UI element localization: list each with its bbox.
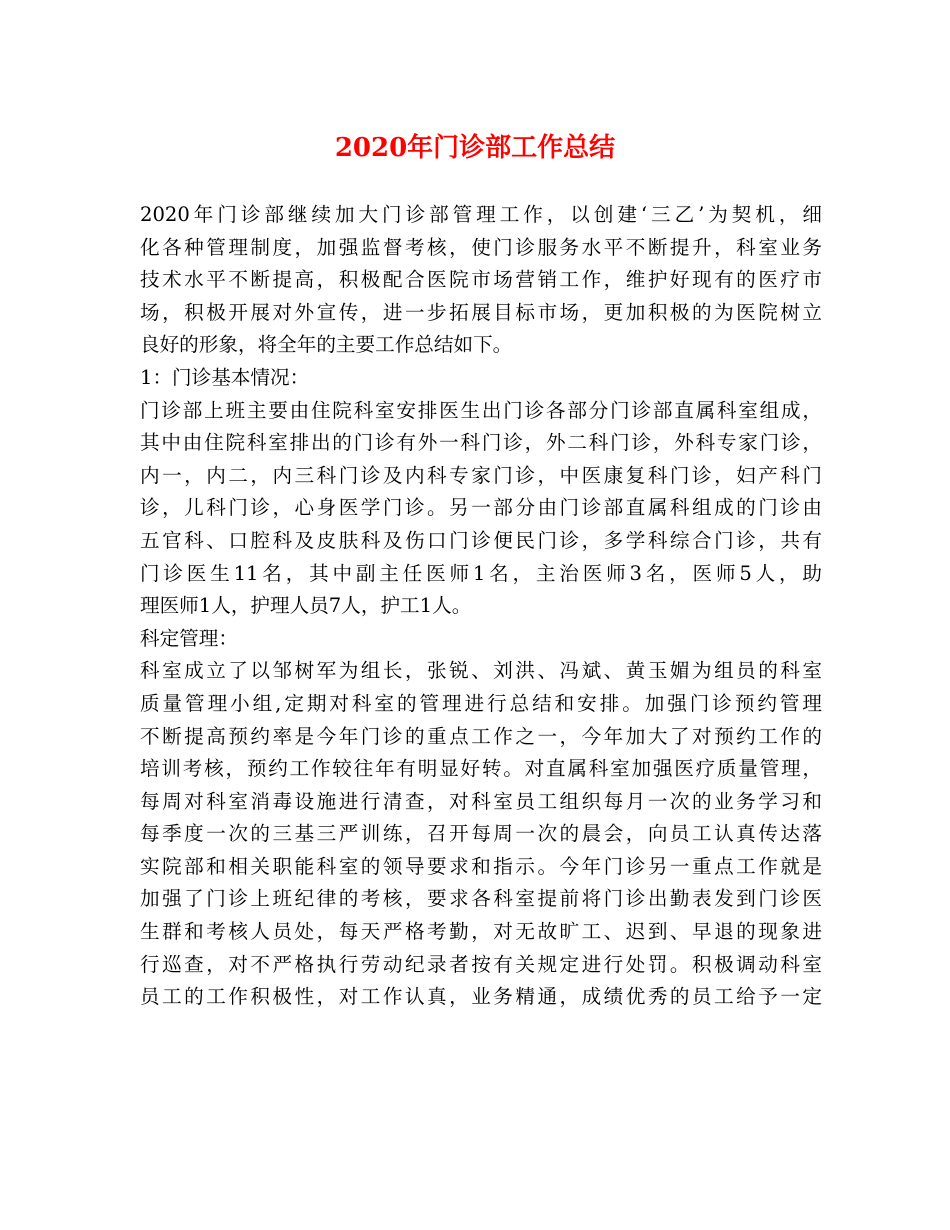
text-line: 场，积极开展对外宣传，进一步拓展目标市场，更加积极的为医院树立 <box>140 300 822 324</box>
text-line: 加强了门诊上班纪律的考核，要求各科室提前将门诊出勤表发到门诊医 <box>140 887 822 911</box>
text-line: 员工的工作积极性，对工作认真，业务精通，成绩优秀的员工给予一定 <box>140 985 822 1009</box>
document-title: 2020年门诊部工作总结 <box>334 133 616 163</box>
text-line: 科室成立了以邹树军为组长，张锐、刘洪、冯斌、黄玉媚为组员的科室 <box>140 659 822 683</box>
text-line: 每周对科室消毒设施进行清查，对科室员工组织每月一次的业务学习和 <box>140 789 822 813</box>
text-line: 其中由住院科室排出的门诊有外一科门诊，外二科门诊，外科专家门诊， <box>140 431 822 455</box>
document-body <box>140 199 822 1014</box>
text-line: 化各种管理制度，加强监督考核，使门诊服务水平不断提升，科室业务 <box>140 235 822 259</box>
section-heading: 1：门诊基本情况： <box>140 365 310 389</box>
text-line: 生群和考核人员处，每天严格考勤，对无故旷工、迟到、早退的现象进 <box>140 920 822 944</box>
text-line: 五官科、口腔科及皮肤科及伤口门诊便民门诊，多学科综合门诊，共有 <box>140 528 822 552</box>
text-line: 不断提高预约率是今年门诊的重点工作之一，今年加大了对预约工作的 <box>140 724 822 748</box>
text-line: 培训考核，预约工作较往年有明显好转。对直属科室加强医疗质量管理， <box>140 757 822 781</box>
text-line: 技术水平不断提高，积极配合医院市场营销工作，维护好现有的医疗市 <box>140 268 822 292</box>
text-line: 门诊部上班主要由住院科室安排医生出门诊各部分门诊部直属科室组成， <box>140 398 822 422</box>
text-line: 内一，内二，内三科门诊及内科专家门诊，中医康复科门诊，妇产科门 <box>140 463 822 487</box>
text-line: 良好的形象，将全年的主要工作总结如下。 <box>140 333 513 357</box>
section-heading: 科定管理： <box>140 626 238 650</box>
text-line: 门诊医生11名，其中副主任医师1名，主治医师3名，医师5人，助 <box>140 561 822 585</box>
text-line: 行巡查，对不严格执行劳动纪录者按有关规定进行处罚。积极调动科室 <box>140 952 822 976</box>
text-line: 诊，儿科门诊，心身医学门诊。另一部分由门诊部直属科组成的门诊由 <box>140 496 822 520</box>
text-line: 实院部和相关职能科室的领导要求和指示。今年门诊另一重点工作就是 <box>140 854 822 878</box>
text-line: 理医师1人，护理人员7人，护工1人。 <box>140 594 472 618</box>
text-line: 质量管理小组,定期对科室的管理进行总结和安排。加强门诊预约管理 <box>140 691 822 715</box>
text-line: 2020年门诊部继续加大门诊部管理工作，以创建‘三乙’为契机，细 <box>140 203 822 226</box>
text-line: 每季度一次的三基三严训练，召开每周一次的晨会，向员工认真传达落 <box>140 822 822 846</box>
